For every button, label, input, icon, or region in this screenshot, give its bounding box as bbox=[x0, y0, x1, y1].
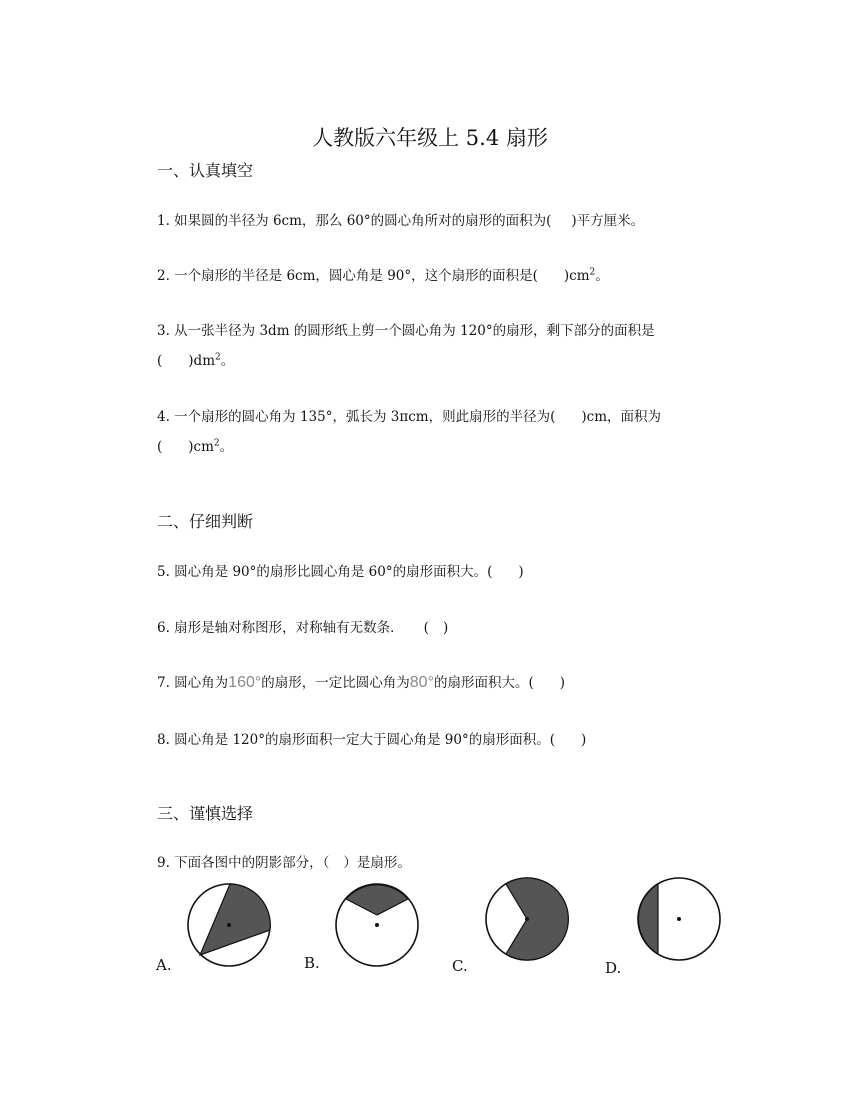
figure-b-segment-circle bbox=[334, 882, 420, 968]
close-paren: ) bbox=[518, 564, 524, 580]
section-heading-fill-in: 一、认真填空 bbox=[157, 161, 254, 180]
question-2-tail: )cm bbox=[563, 268, 590, 284]
open-paren: ( bbox=[423, 620, 429, 636]
angle-80-image: 80° bbox=[409, 674, 434, 691]
question-1-text: 1. 如果圆的半径为 6cm，那么 60°的圆心角所对的扇形的面积为( bbox=[157, 213, 552, 229]
question-9-tail: ）是扇形。 bbox=[343, 855, 411, 871]
open-paren: ( bbox=[157, 439, 163, 455]
angle-160-image: 160° bbox=[228, 674, 262, 691]
question-1-tail: )平方厘米。 bbox=[571, 213, 645, 229]
figure-d-chord-segment-circle bbox=[636, 876, 722, 962]
close-paren: ) bbox=[442, 620, 449, 636]
open-paren: ( bbox=[157, 353, 163, 369]
option-b-label: B. bbox=[304, 954, 320, 972]
question-7 bbox=[157, 671, 565, 692]
question-4-line2 bbox=[157, 435, 233, 455]
shaded-region bbox=[638, 884, 658, 954]
question-4-text: 4. 一个扇形的圆心角为 135°，弧长为 3πcm，则此扇形的半径为( bbox=[157, 409, 556, 425]
close-paren: ) bbox=[580, 732, 587, 748]
question-1 bbox=[157, 209, 644, 229]
section-heading-choose: 三、谨慎选择 bbox=[157, 804, 254, 823]
question-3 bbox=[157, 319, 655, 339]
figure-c-sector-circle bbox=[484, 876, 570, 962]
superscript: 2 bbox=[213, 438, 220, 449]
center-dot bbox=[227, 923, 231, 927]
question-8-text: 8. 圆心角是 120°的扇形面积一定大于圆心角是 90°的扇形面积。( bbox=[157, 732, 555, 748]
question-9 bbox=[157, 851, 411, 871]
section-heading-judge: 二、仔细判断 bbox=[157, 512, 254, 531]
option-a-label: A. bbox=[156, 956, 172, 974]
question-4 bbox=[157, 405, 661, 425]
question-8 bbox=[157, 728, 586, 748]
question-4-end: 。 bbox=[219, 439, 234, 455]
question-3-end: 。 bbox=[220, 353, 235, 369]
question-3-text: 3. 从一张半径为 3dm 的圆形纸上剪一个圆心角为 120°的扇形，剩下部分的面积是 bbox=[157, 323, 655, 339]
question-3-line2 bbox=[157, 349, 234, 369]
question-5-text: 5. 圆心角是 90°的扇形比圆心角是 60°的扇形面积大。( bbox=[157, 564, 493, 580]
question-4-unit: )cm bbox=[188, 439, 214, 455]
question-7-tail: 的扇形面积大。( bbox=[433, 675, 534, 691]
figure-a-chord-shaded-circle bbox=[186, 882, 272, 968]
question-9-text: 9. 下面各图中的阴影部分，（ bbox=[157, 855, 330, 871]
question-7-mid: 的扇形，一定比圆心角为 bbox=[261, 675, 410, 691]
question-5 bbox=[157, 560, 524, 580]
question-2-text: 2. 一个扇形的半径是 6cm，圆心角是 90°，这个扇形的面积是( bbox=[157, 268, 538, 284]
option-d-label: D. bbox=[605, 959, 622, 977]
question-2-end: 。 bbox=[595, 268, 609, 284]
question-3-unit: )dm bbox=[188, 353, 215, 369]
close-paren: ) bbox=[559, 675, 566, 691]
superscript: 2 bbox=[589, 267, 596, 278]
center-dot bbox=[525, 917, 529, 921]
question-6-text: 6. 扇形是轴对称图形，对称轴有无数条． bbox=[157, 620, 404, 636]
question-4-mid: )cm，面积为 bbox=[581, 409, 662, 425]
option-c-label: C. bbox=[452, 957, 468, 975]
question-2 bbox=[157, 264, 609, 284]
question-7-text: 7. 圆心角为 bbox=[157, 675, 229, 691]
question-6 bbox=[157, 616, 448, 636]
page-title: 人教版六年级上 5.4 扇形 bbox=[312, 126, 548, 150]
superscript: 2 bbox=[215, 352, 221, 363]
center-dot bbox=[677, 917, 681, 921]
center-dot bbox=[375, 923, 379, 927]
